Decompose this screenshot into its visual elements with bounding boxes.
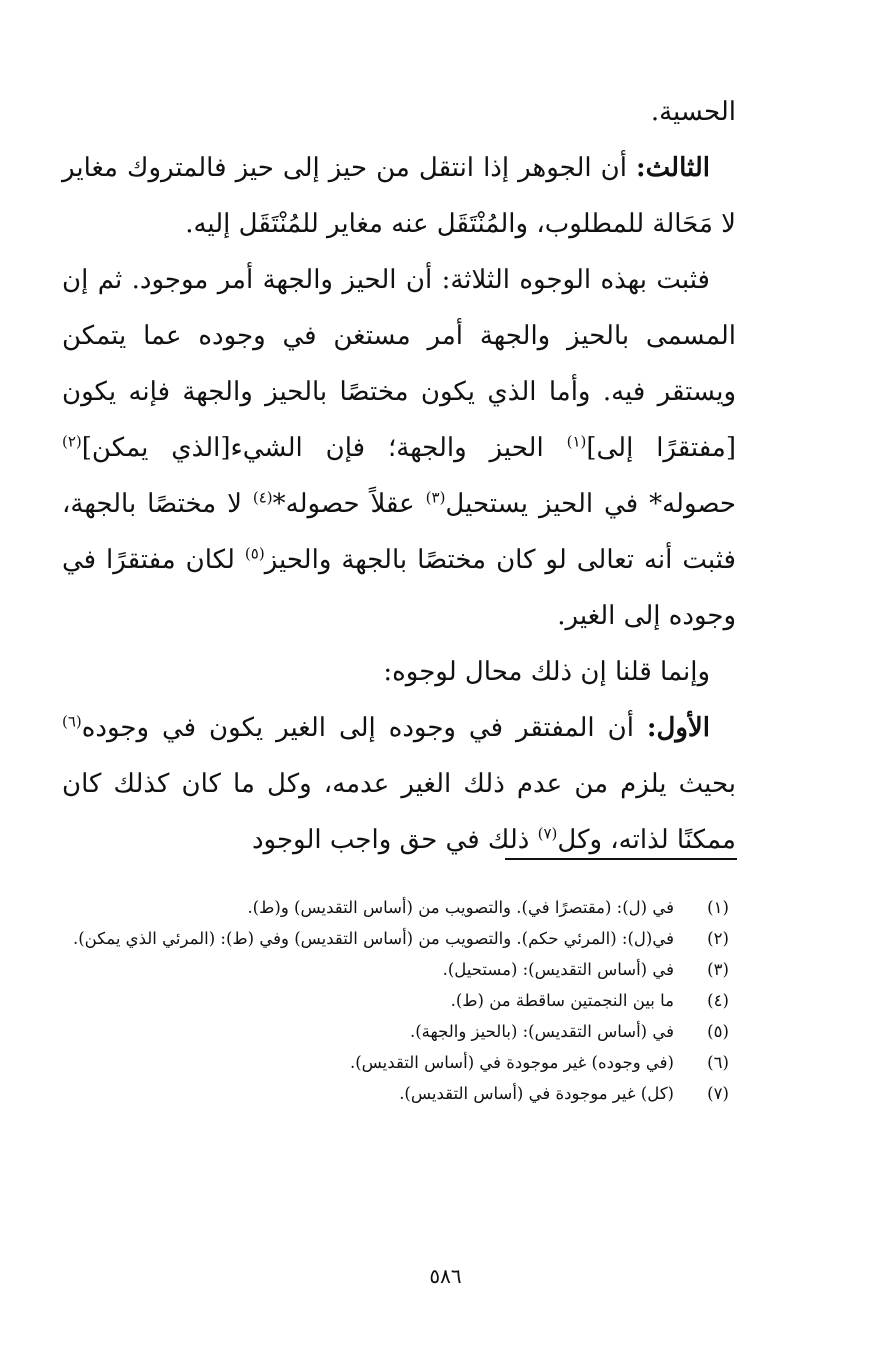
paragraph-5 — [62, 700, 736, 868]
footnote-ref-1: (١) — [566, 432, 587, 451]
footnote-number: (٥) — [707, 1022, 729, 1041]
paragraph-3-text-f: لكان مفتقرًا في وجوده إلى الغير. — [62, 545, 736, 631]
paragraph-4-text: وإنما قلنا إن ذلك محال لوجوه: — [383, 657, 710, 687]
heading-third: الثالث: — [636, 153, 710, 183]
footnotes — [62, 892, 736, 1109]
heading-first: الأول: — [646, 713, 710, 743]
paragraph-3-text-d: عقلاً حصوله* — [272, 489, 426, 519]
paragraph-3-text-a: فثبت بهذه الوجوه الثلاثة: أن الحيز والجهة أمر موجود. ثم إن المسمى بالحيز والجهة أمر مستغن في وجوده عما يتمكن ويستقر فيه. وأما الذي يكون مختصًا بالحيز والجهة فإنه يكون [مفتقرًا إلى] — [62, 265, 737, 463]
paragraph-3-text-b: الحيز والجهة؛ فإن الشيء[الذي يمكن] — [81, 433, 567, 463]
footnote-ref-3: (٣) — [425, 488, 446, 507]
footnote-text: في (ل): (مقتصرًا في). والتصويب من (أساس التقديس) و(ط). — [247, 898, 674, 917]
footnote-ref-7: (٧) — [537, 824, 558, 843]
footnote-ref-4: (٤) — [252, 488, 273, 507]
footnote-number: (٣) — [707, 960, 729, 979]
footnote-5 — [62, 1016, 736, 1047]
paragraph-1-text: الحسية. — [650, 97, 736, 127]
footnote-4 — [62, 985, 736, 1016]
footnote-number: (٦) — [707, 1053, 729, 1072]
footnote-number: (٧) — [707, 1084, 729, 1103]
footnote-6 — [62, 1047, 736, 1078]
footnote-7 — [62, 1078, 736, 1109]
footnote-text: في (أساس التقديس): (بالحيز والجهة). — [409, 1022, 674, 1041]
footnote-number: (٢) — [707, 929, 729, 948]
paragraph-2 — [62, 140, 736, 252]
footnote-text: في(ل): (المرئي حكم). والتصويب من (أساس التقديس) وفي (ط): (المرئي الذي يمكن). — [72, 929, 674, 948]
footnote-separator — [505, 858, 737, 860]
footnote-text: (في وجوده) غير موجودة في (أساس التقديس). — [349, 1053, 674, 1072]
paragraph-3 — [62, 252, 736, 644]
main-text — [62, 84, 736, 868]
footnote-text: (كل) غير موجودة في (أساس التقديس). — [399, 1084, 674, 1103]
footnote-ref-5: (٥) — [244, 544, 265, 563]
paragraph-3-text-c: حصوله* في الحيز يستحيل — [445, 489, 736, 519]
footnote-2 — [62, 923, 736, 954]
footnote-number: (١) — [707, 898, 729, 917]
footnote-1 — [62, 892, 736, 923]
paragraph-4 — [62, 644, 736, 700]
paragraph-5-text-a: أن المفتقر في وجوده إلى الغير يكون في وجوده — [81, 713, 647, 743]
page-number: ٥٨٦ — [429, 1264, 462, 1288]
footnote-ref-2: (٢) — [62, 432, 82, 451]
footnote-number: (٤) — [707, 991, 729, 1010]
footnote-ref-6: (٦) — [62, 712, 82, 731]
paragraph-5-text-b: بحيث يلزم من عدم ذلك الغير عدمه، وكل ما كان كذلك كان ممكنًا لذاته، وكل — [62, 769, 736, 855]
paragraph-5-text-c: ذلك في حق واجب الوجود — [251, 825, 538, 855]
footnote-text: ما بين النجمتين ساقطة من (ط). — [450, 991, 674, 1010]
footnote-3 — [62, 954, 736, 985]
paragraph-3-text-e: لا مختصًا بالجهة، فثبت أنه تعالى لو كان مختصًا بالجهة والحيز — [62, 489, 736, 575]
paragraph-2-text: أن الجوهر إذا انتقل من حيز إلى حيز فالمتروك مغاير لا مَحَالة للمطلوب، والمُنْتَقَل عنه مغاير للمُنْتَقَل إليه. — [62, 153, 736, 239]
footnote-text: في (أساس التقديس): (مستحيل). — [442, 960, 674, 979]
paragraph-1 — [62, 84, 736, 140]
